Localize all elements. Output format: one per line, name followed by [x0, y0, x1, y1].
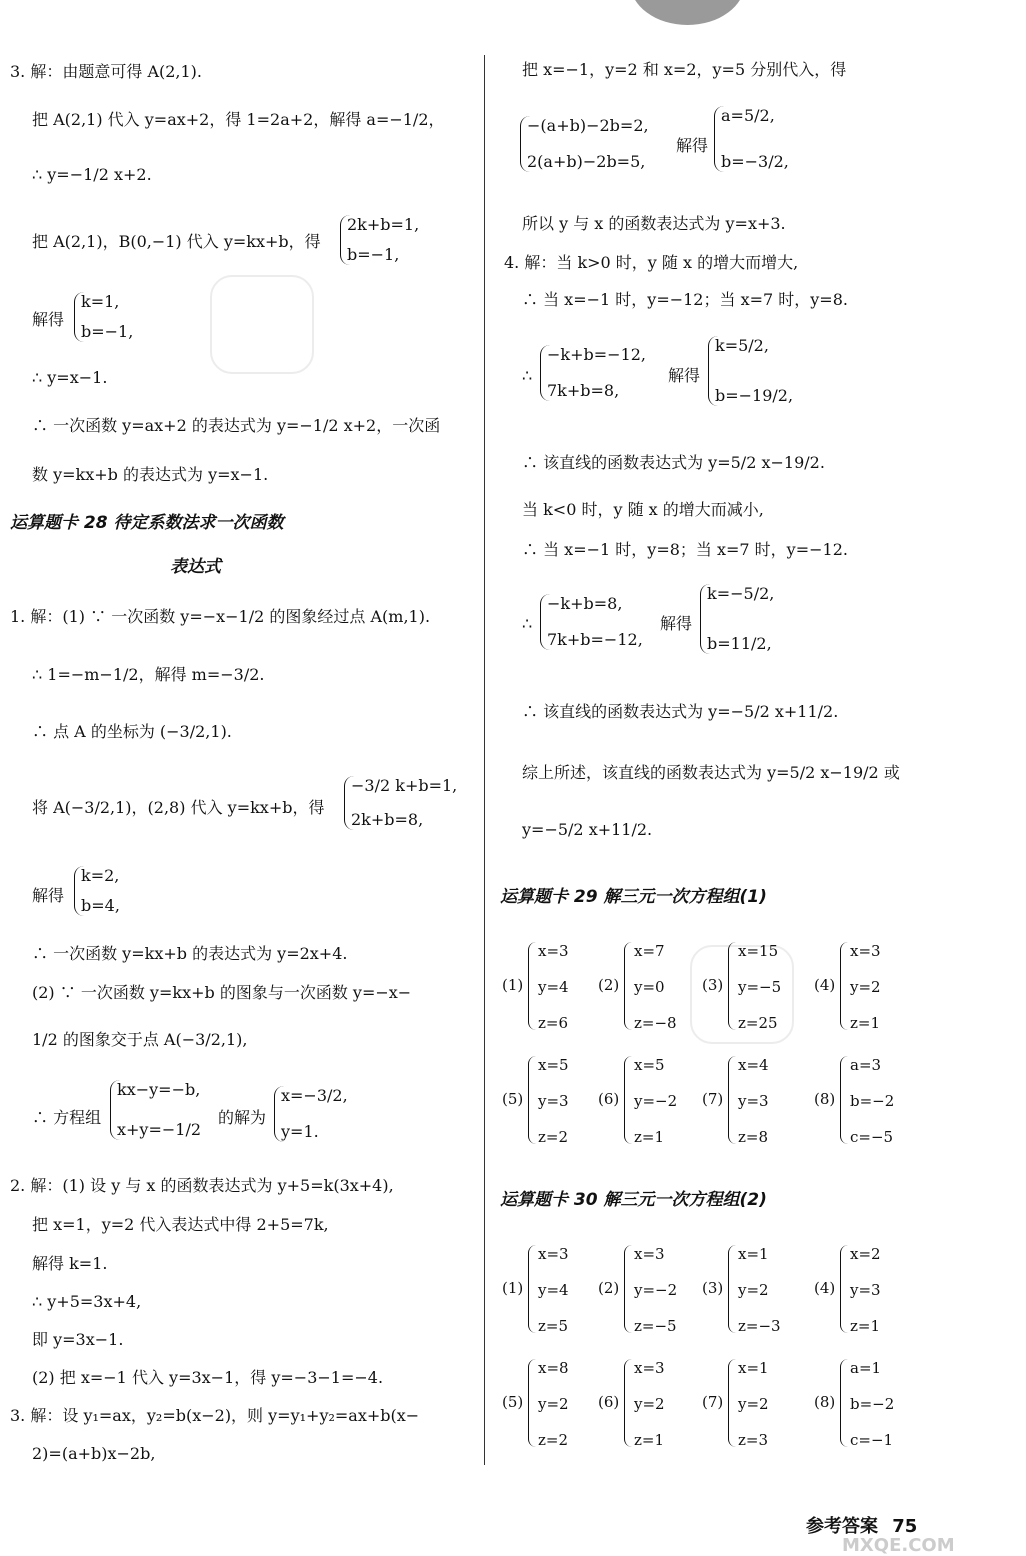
section-title-29: 运算题卡 29 解三元一次方程组(1)	[500, 887, 767, 907]
answer-label: (2)	[598, 976, 620, 994]
text-line: ∴ 该直线的函数表达式为 y=−5/2 x+11/2.	[522, 702, 839, 721]
answer-label: (8)	[814, 1393, 836, 1411]
answer-value: y=3	[850, 1281, 881, 1299]
answer-value: c=−1	[850, 1431, 894, 1449]
answer-value: y=−2	[634, 1281, 678, 1299]
equation: b=11/2,	[707, 634, 772, 653]
answer-value: z=8	[738, 1128, 769, 1146]
answer-label: (6)	[598, 1393, 620, 1411]
answer-value: a=3	[850, 1056, 882, 1074]
answer-value: x=1	[738, 1359, 769, 1377]
equation: k=1,	[81, 292, 120, 311]
equation: y=1.	[281, 1122, 319, 1141]
answer-value: z=−5	[634, 1317, 677, 1335]
answer-label: (1)	[502, 1279, 524, 1297]
text-line: ∴	[522, 614, 533, 633]
text-line: ∴ 一次函数 y=kx+b 的表达式为 y=2x+4.	[32, 944, 348, 963]
equation-system	[344, 776, 457, 830]
text-line: ∴ 点 A 的坐标为 (−3/2,1).	[32, 722, 232, 741]
answer-label: (7)	[702, 1090, 724, 1108]
text-line: 当 k<0 时，y 随 x 的增大而减小,	[522, 500, 764, 519]
answer-value: y=2	[634, 1395, 665, 1413]
equation-system	[540, 594, 643, 650]
text-line: 把 A(2,1)，B(0,−1) 代入 y=kx+b，得	[32, 232, 321, 251]
equation-system	[74, 292, 133, 342]
text-line: ∴ 一次函数 y=ax+2 的表达式为 y=−1/2 x+2，一次函	[32, 416, 441, 435]
text-line: 解得	[32, 310, 65, 329]
brace	[728, 1056, 737, 1144]
answer-value: x=15	[738, 942, 779, 960]
answer-value: y=4	[538, 1281, 569, 1299]
equation: x+y=−1/2	[117, 1120, 202, 1139]
text-line: 把 A(2,1) 代入 y=ax+2，得 1=2a+2，解得 a=−1/2，	[32, 110, 445, 129]
answer-label: (5)	[502, 1090, 524, 1108]
answer-value: y=2	[850, 978, 881, 996]
answer-value: z=1	[850, 1014, 881, 1032]
answer-value: z=1	[850, 1317, 881, 1335]
section-title-28-cont: 表达式	[170, 557, 221, 577]
answer-value: x=2	[850, 1245, 881, 1263]
equation: 2k+b=1,	[347, 215, 420, 234]
answer-label: (6)	[598, 1090, 620, 1108]
answer-value: x=7	[634, 942, 665, 960]
page-number: 75	[892, 1516, 918, 1537]
brace	[624, 1245, 633, 1333]
answer-label: (7)	[702, 1393, 724, 1411]
answer-value: b=−2	[850, 1395, 895, 1413]
equation: b=−3/2,	[721, 152, 789, 171]
text-line: ∴ 该直线的函数表达式为 y=5/2 x−19/2.	[522, 453, 825, 472]
answer-value: z=−8	[634, 1014, 677, 1032]
text-line: 3. 解：设 y₁=ax，y₂=b(x−2)，则 y=y₁+y₂=ax+b(x−	[10, 1406, 420, 1425]
equation: 7k+b=8,	[547, 381, 620, 400]
answer-value: x=3	[850, 942, 881, 960]
answer-value: z=−3	[738, 1317, 781, 1335]
answer-value: x=1	[738, 1245, 769, 1263]
equation: 2(a+b)−2b=5,	[527, 152, 646, 171]
answer-value: y=2	[738, 1281, 769, 1299]
answer-value: x=4	[738, 1056, 769, 1074]
text-line: 2. 解：(1) 设 y 与 x 的函数表达式为 y+5=k(3x+4),	[10, 1176, 394, 1195]
brace	[840, 1245, 849, 1333]
answer-value: y=2	[538, 1395, 569, 1413]
watermark-stamp	[210, 275, 314, 374]
equation: b=−1,	[347, 245, 400, 264]
text-line: 3. 解：由题意可得 A(2,1).	[10, 62, 203, 81]
answer-value: z=1	[634, 1431, 665, 1449]
answer-value: x=8	[538, 1359, 569, 1377]
equation: b=−19/2,	[715, 386, 794, 405]
answer-label: (3)	[702, 1279, 724, 1297]
answer-value: y=3	[538, 1092, 569, 1110]
equation: −k+b=−12,	[547, 345, 647, 364]
equation: −3/2 k+b=1,	[351, 776, 458, 795]
text-line: ∴ 1=−m−1/2，解得 m=−3/2.	[32, 665, 265, 684]
answer-value: z=2	[538, 1128, 569, 1146]
top-badge	[630, 0, 745, 25]
equation-system	[74, 866, 120, 916]
answer-label: (4)	[814, 1279, 836, 1297]
answer-label: (5)	[502, 1393, 524, 1411]
equation-system	[520, 116, 649, 172]
text-line: 把 x=1，y=2 代入表达式中得 2+5=7k,	[32, 1215, 329, 1234]
equation: −(a+b)−2b=2,	[527, 116, 649, 135]
equation: 2k+b=8,	[351, 810, 424, 829]
brace	[528, 1359, 537, 1447]
equation: k=5/2,	[715, 336, 769, 355]
answer-value: x=3	[634, 1359, 665, 1377]
text-line: 所以 y 与 x 的函数表达式为 y=x+3.	[522, 214, 786, 233]
brace	[840, 942, 849, 1030]
footer-label: 参考答案	[806, 1516, 878, 1537]
equation-system	[700, 584, 774, 654]
text-line: ∴ y=x−1.	[32, 368, 108, 387]
text-line: 的解为	[218, 1108, 267, 1127]
brace	[728, 1359, 737, 1447]
answer-value: y=−5	[738, 978, 782, 996]
equation: a=5/2,	[721, 106, 775, 125]
answer-value: x=5	[634, 1056, 665, 1074]
text-line: ∴ 当 x=−1 时，y=−12；当 x=7 时，y=8.	[522, 290, 848, 309]
text-line: 即 y=3x−1.	[32, 1330, 124, 1349]
brace	[728, 942, 737, 1030]
text-line: 解得	[660, 614, 693, 633]
brace	[528, 1245, 537, 1333]
answer-value: c=−5	[850, 1128, 894, 1146]
answer-value: y=3	[738, 1092, 769, 1110]
answer-value: y=2	[738, 1395, 769, 1413]
answer-value: x=5	[538, 1056, 569, 1074]
equation-system	[340, 215, 419, 265]
text-line: 4. 解：当 k>0 时，y 随 x 的增大而增大,	[504, 253, 799, 272]
answer-value: x=3	[634, 1245, 665, 1263]
answer-label: (1)	[502, 976, 524, 994]
equation-system	[708, 336, 793, 406]
text-line: 1/2 的图象交于点 A(−3/2,1),	[32, 1030, 248, 1049]
answer-value: y=−2	[634, 1092, 678, 1110]
text-line: ∴ y+5=3x+4,	[32, 1292, 142, 1311]
equation: −k+b=8,	[547, 594, 623, 613]
brace	[840, 1056, 849, 1144]
answer-value: b=−2	[850, 1092, 895, 1110]
text-line: 解得	[668, 366, 701, 385]
answer-value: z=5	[538, 1317, 569, 1335]
answer-value: a=1	[850, 1359, 882, 1377]
text-line: 解得	[32, 886, 65, 905]
answer-label: (3)	[702, 976, 724, 994]
text-line: 将 A(−3/2,1)，(2,8) 代入 y=kx+b，得	[32, 798, 325, 817]
text-line: ∴ 方程组	[32, 1108, 102, 1127]
answer-value: y=4	[538, 978, 569, 996]
answer-value: x=3	[538, 942, 569, 960]
text-line: 把 x=−1，y=2 和 x=2，y=5 分别代入，得	[522, 60, 847, 79]
equation-system	[714, 106, 789, 172]
watermark-text: MXQE.COM	[842, 1535, 955, 1556]
equation: b=4,	[81, 896, 120, 915]
text-line: 综上所述，该直线的函数表达式为 y=5/2 x−19/2 或	[522, 763, 900, 782]
brace	[624, 942, 633, 1030]
answer-value: z=1	[634, 1128, 665, 1146]
equation: b=−1,	[81, 322, 134, 341]
text-line: 2)=(a+b)x−2b,	[32, 1444, 156, 1463]
text-line: 解得	[676, 136, 709, 155]
brace	[728, 1245, 737, 1333]
answer-value: z=25	[738, 1014, 778, 1032]
text-line: ∴	[522, 366, 533, 385]
answer-value: y=0	[634, 978, 665, 996]
equation: k=2,	[81, 866, 120, 885]
brace	[528, 942, 537, 1030]
answer-value: z=2	[538, 1431, 569, 1449]
text-line: 数 y=kx+b 的表达式为 y=x−1.	[32, 465, 269, 484]
text-line: y=−5/2 x+11/2.	[522, 820, 653, 839]
answer-value: x=3	[538, 1245, 569, 1263]
equation: 7k+b=−12,	[547, 630, 643, 649]
brace	[624, 1056, 633, 1144]
text-line: ∴ 当 x=−1 时，y=8；当 x=7 时，y=−12.	[522, 540, 848, 559]
section-title-28: 运算题卡 28 待定系数法求一次函数	[10, 513, 284, 533]
answer-label: (8)	[814, 1090, 836, 1108]
text-line: (2) 把 x=−1 代入 y=3x−1，得 y=−3−1=−4.	[32, 1368, 384, 1387]
column-divider	[484, 55, 485, 1465]
text-line: 1. 解：(1) ∵ 一次函数 y=−x−1/2 的图象经过点 A(m,1).	[10, 607, 431, 626]
text-line: ∴ y=−1/2 x+2.	[32, 165, 152, 184]
equation-system	[540, 345, 646, 401]
answer-value: z=6	[538, 1014, 569, 1032]
equation: kx−y=−b,	[117, 1080, 201, 1099]
answer-value: z=3	[738, 1431, 769, 1449]
equation-system	[110, 1080, 201, 1140]
brace	[528, 1056, 537, 1144]
equation: x=−3/2,	[281, 1086, 348, 1105]
equation: k=−5/2,	[707, 584, 775, 603]
brace	[624, 1359, 633, 1447]
answer-label: (2)	[598, 1279, 620, 1297]
section-title-30: 运算题卡 30 解三元一次方程组(2)	[500, 1190, 767, 1210]
equation-system	[274, 1086, 348, 1142]
text-line: (2) ∵ 一次函数 y=kx+b 的图象与一次函数 y=−x−	[32, 983, 412, 1002]
brace	[840, 1359, 849, 1447]
text-line: 解得 k=1.	[32, 1254, 108, 1273]
answer-label: (4)	[814, 976, 836, 994]
